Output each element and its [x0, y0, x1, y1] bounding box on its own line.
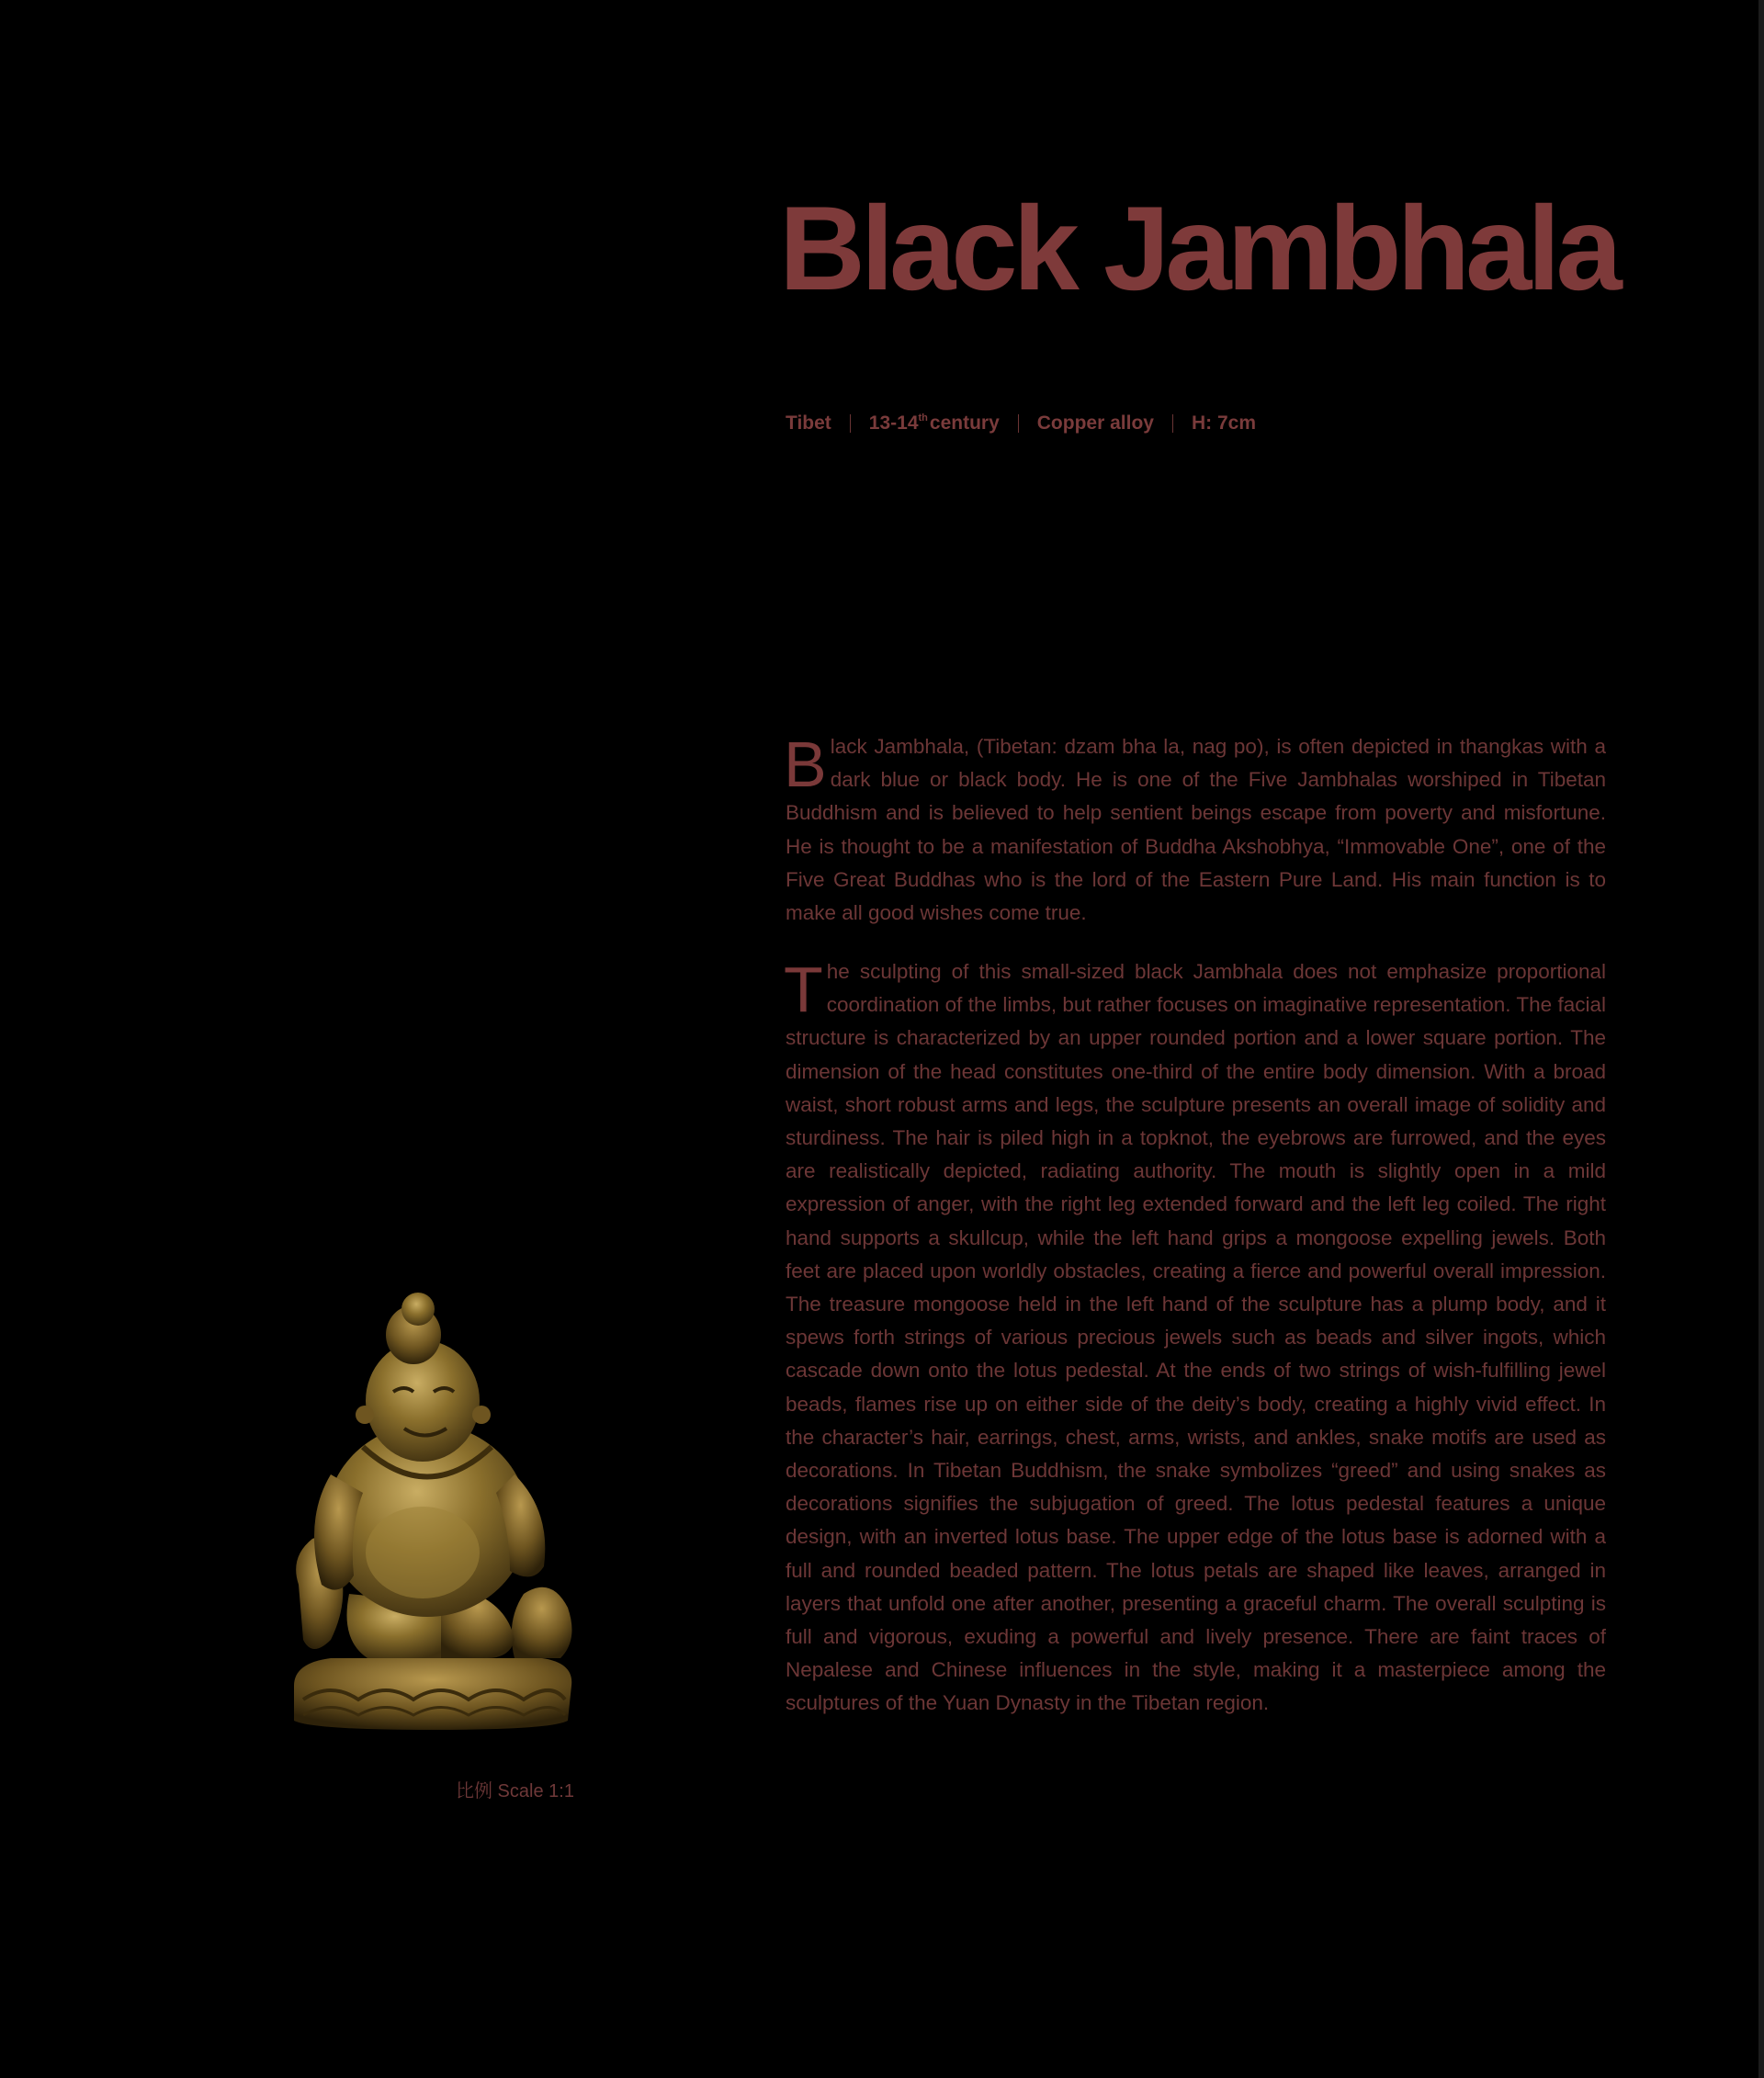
- description-paragraph: [786, 730, 1606, 930]
- jambhala-statue-image: [276, 1291, 588, 1750]
- page-edge: [1758, 0, 1764, 2078]
- drop-cap: B: [784, 728, 827, 800]
- page-title: Black Jambhala: [779, 181, 1618, 315]
- meta-material: Copper alloy: [1036, 412, 1154, 434]
- meta-divider: [850, 414, 851, 433]
- paragraph-text: he sculpting of this small-sized black Jambhala does not emphasize proportional coordination of the limbs, but rather focuses on imaginative representation. The facial structure is characterized by an upper rounded portion and a lower square portion. The dimension of the head constitutes one-third of the entire body dimension. With a broad waist, short robust arms and legs, the sculpture presents an overall image of solidity and sturdiness. The hair is piled high in a topknot, the eyebrows are furrowed, and the eyes are realistically depicted, radiating authority. The mouth is slightly open in a mild expression of anger, with the right leg extended forward and the left leg coiled. The right hand supports a skullcup, while the left hand grips a mongoose expelling jewels. Both feet are placed upon worldly obstacles, creating a fierce and powerful overall impression. The treasure mongoose held in the left hand of the sculpture has a plump body, and it spews forth strings of various precious jewels such as beads and silver ingots, which cascade down onto the lotus pedestal. At the ends of two strings of wish-fulfilling jewel beads, flames rise up on either side of the deity’s body, creating a highly vivid effect. In the character’s hair, earrings, chest, arms, wrists, and ankles, snake motifs are used as decorations. In Tibetan Buddhism, the snake symbolizes “greed” and using snakes as decorations signifies the subjugation of greed. The lotus pedestal features a unique design, with an inverted lotus base. The upper edge of the lotus base is adorned with a full and rounded beaded pattern. The lotus petals are shaped like leaves, arranged in layers that unfold one after another, presenting a graceful charm. The overall sculpting is full and vigorous, exuding a powerful and lively presence. There are faint traces of Nepalese and Chinese influences in the style, making it a masterpiece among the sculptures of the Yuan Dynasty in the Tibetan region.: [786, 960, 1606, 1715]
- paragraph-text: lack Jambhala, (Tibetan: dzam bha la, nag po), is often depicted in thangkas with a dark blue or black body. He is one of the Five Jambhalas worshiped in Tibetan Buddhism and is believed to help sentient beings escape from poverty and misfortune. He is thought to be a manifestation of Buddha Akshobhya, “Immovable One”, one of the Five Great Buddhas who is the lord of the Eastern Pure Land. His main function is to make all good wishes come true.: [786, 735, 1606, 925]
- description-paragraph: [786, 955, 1606, 1721]
- drop-cap: T: [784, 954, 823, 1025]
- scale-caption: 比例 Scale 1:1: [456, 1781, 574, 1801]
- object-metadata: [786, 412, 1256, 435]
- meta-divider: [1172, 414, 1173, 433]
- meta-date: 13-14thcentury: [868, 412, 1000, 434]
- meta-origin: Tibet: [786, 412, 831, 434]
- meta-height: H: 7cm: [1191, 412, 1256, 434]
- meta-divider: [1018, 414, 1019, 433]
